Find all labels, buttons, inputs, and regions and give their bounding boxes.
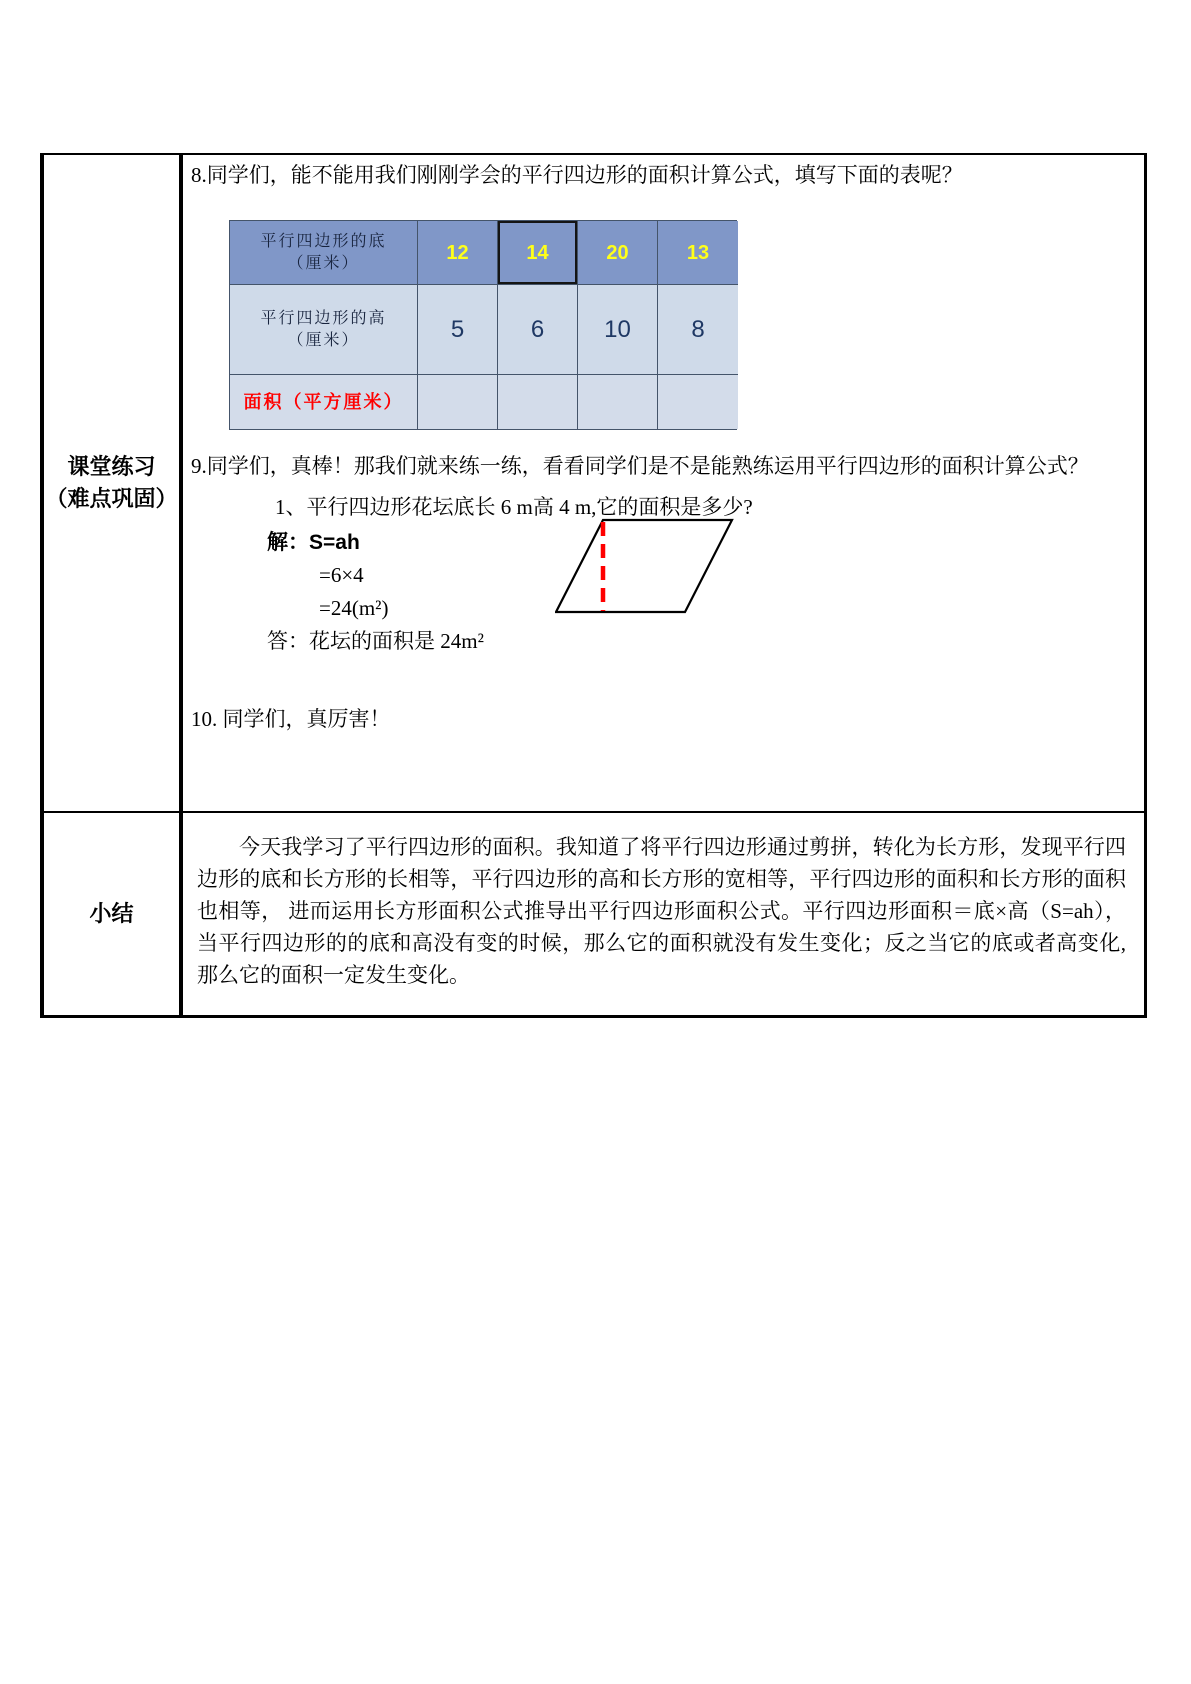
area-blank-cell bbox=[658, 375, 738, 429]
base-value-cell: 13 bbox=[658, 221, 738, 285]
practice-label-line1: 课堂练习 bbox=[67, 454, 156, 479]
height-value-cell: 10 bbox=[578, 285, 658, 375]
summary-row-label: 小结 bbox=[44, 813, 183, 1015]
practice-label-line2: （难点巩固） bbox=[45, 486, 178, 511]
table-row-label-area: 面积（平方厘米） bbox=[230, 375, 418, 429]
summary-content bbox=[183, 813, 1144, 1015]
solution-label: 解： bbox=[267, 531, 309, 554]
base-value-cell: 20 bbox=[578, 221, 658, 285]
practice-row bbox=[44, 155, 1144, 813]
base-value-cell-selected: 14 bbox=[498, 221, 578, 285]
area-blank-cell bbox=[578, 375, 658, 429]
height-value-cell: 8 bbox=[658, 285, 738, 375]
answer-text: 答：花坛的面积是 24m² bbox=[267, 629, 484, 653]
base-value-cell: 12 bbox=[418, 221, 498, 285]
height-value-cell: 6 bbox=[498, 285, 578, 375]
question-9-text: 9.同学们，真棒！那我们就来练一练，看看同学们是不是能熟练运用平行四边形的面积计算公式？ bbox=[191, 454, 1089, 478]
area-blank-cell bbox=[418, 375, 498, 429]
height-value-cell: 5 bbox=[418, 285, 498, 375]
summary-text: 今天我学习了平行四边形的面积。我知道了将平行四边形通过剪拼，转化为长方形，发现平行四边形的底和长方形的长相等，平行四边形的高和长方形的宽相等，平行四边形的面积和长方形的面积也相等， 进而运用长方形面积公式推导出平行四边形面积公式。平行四边形面积＝底×高（S=ah），当平行四边形的的底和高没有变的时候，那么它的面积就没有发生变化；反之当它的底或者高变化,那么它的面积一定发生变化。 bbox=[197, 835, 1126, 987]
lesson-plan-table bbox=[40, 153, 1147, 1018]
summary-row bbox=[44, 813, 1144, 1015]
table-row-label-height: 平行四边形的高 （厘米） bbox=[230, 285, 418, 375]
question-8-text: 8.同学们，能不能用我们刚刚学会的平行四边形的面积计算公式，填写下面的表呢？ bbox=[191, 163, 963, 187]
question-10-text: 10. 同学们，真厉害！ bbox=[191, 707, 391, 731]
problem-1-text: 1、平行四边形花坛底长 6 m高 4 m,它的面积是多少? bbox=[275, 495, 753, 519]
area-blank-cell bbox=[498, 375, 578, 429]
parallelogram-values-table bbox=[229, 220, 737, 430]
practice-content bbox=[183, 155, 1144, 811]
parallelogram-outline bbox=[556, 520, 732, 612]
solution-step-1: =6×4 bbox=[319, 563, 364, 587]
practice-row-label bbox=[44, 155, 183, 811]
solution-formula: S=ah bbox=[309, 531, 360, 554]
solution-step-2: =24(m²) bbox=[319, 596, 389, 620]
parallelogram-figure bbox=[555, 517, 735, 615]
table-row-label-base: 平行四边形的底 （厘米） bbox=[230, 221, 418, 285]
